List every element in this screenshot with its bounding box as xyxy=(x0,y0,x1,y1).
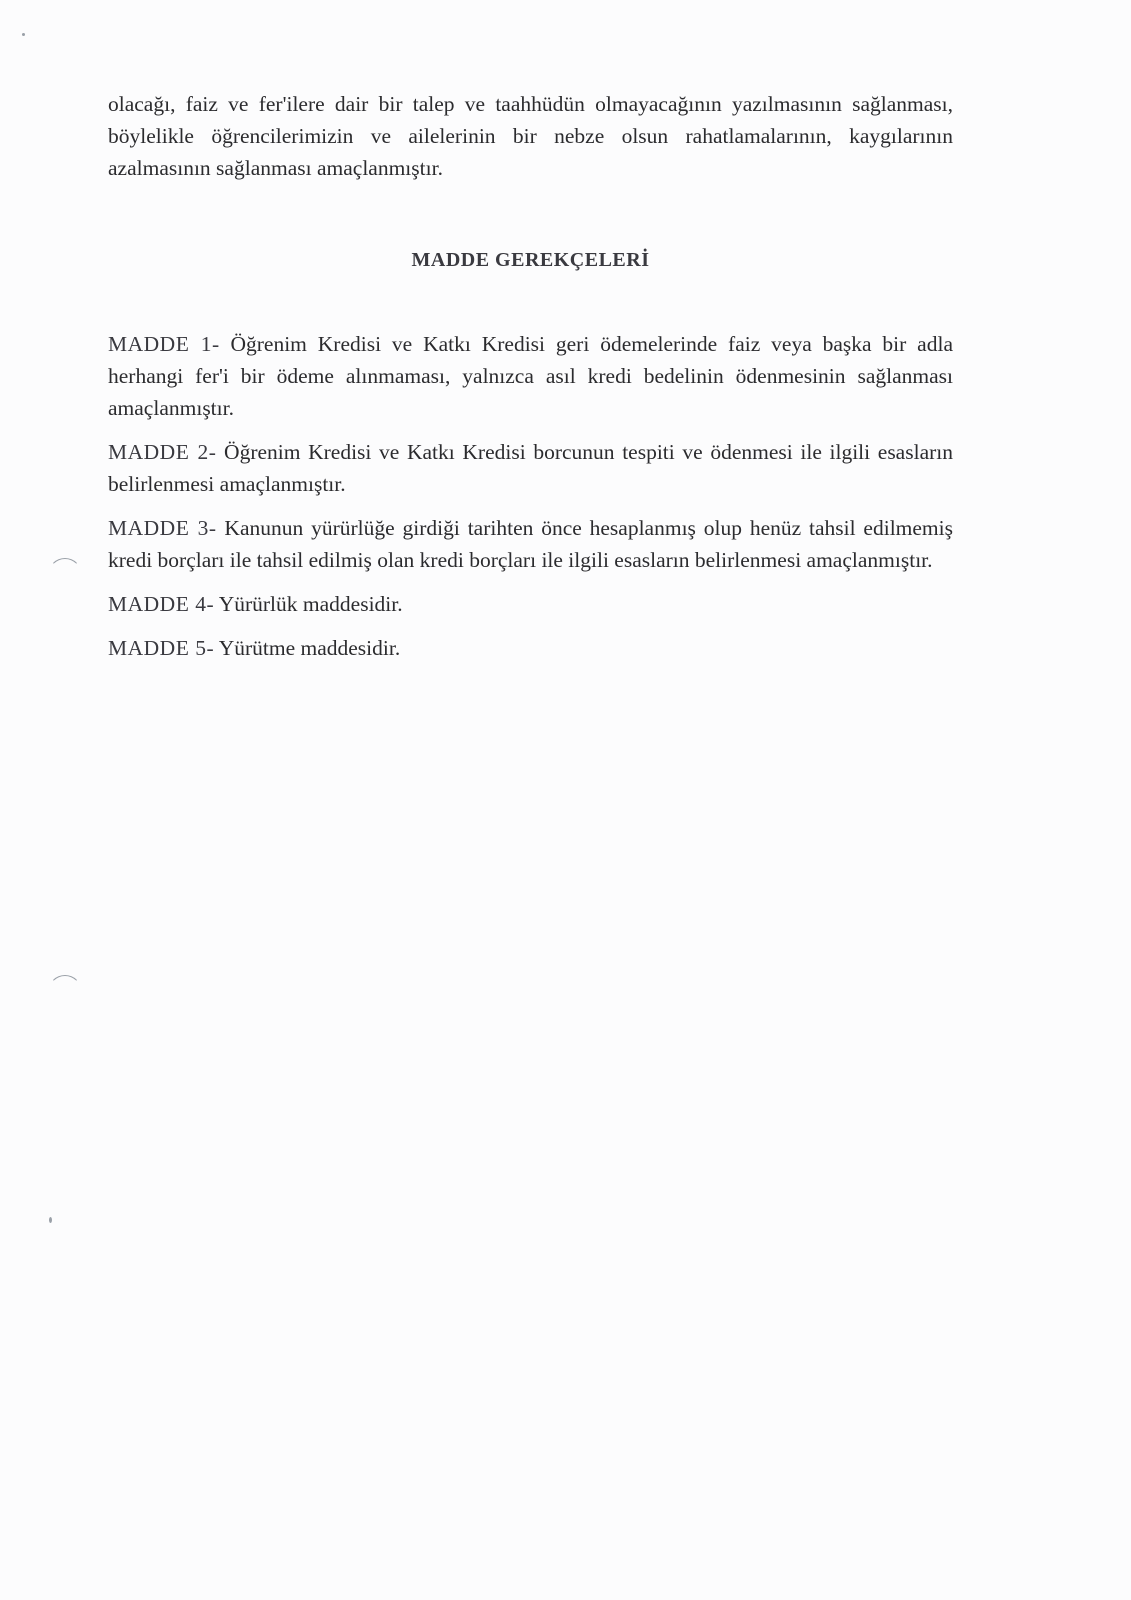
article-label: MADDE 3- xyxy=(108,516,217,540)
article-text: Öğrenim Kredisi ve Katkı Kredisi geri ödemelerinde faiz veya başka bir adla herhangi fer'i bir ödeme alınmaması, yalnızca asıl kredi bedelinin ödenmesinin sağlanması amaçlanmıştır. xyxy=(108,332,953,420)
scan-speck xyxy=(49,1217,52,1223)
article-3 xyxy=(108,512,953,576)
article-text: Kanunun yürürlüğe girdiği tarihten önce hesaplanmış olup henüz tahsil edilmemiş kredi borçları ile tahsil edilmiş olan kredi borçları ile ilgili esasların belirlenmesi amaçlanmıştır. xyxy=(108,516,953,572)
intro-paragraph: olacağı, faiz ve fer'ilere dair bir talep ve taahhüdün olmayacağının yazılmasının sağlanması, böylelikle öğrencilerimizin ve ailelerinin bir nebze olsun rahatlamalarının, kaygılarının azalmasının sağlanması amaçlanmıştır. xyxy=(108,92,953,180)
article-label: MADDE 5- xyxy=(108,636,215,660)
article-2 xyxy=(108,436,953,500)
article-label: MADDE 4- xyxy=(108,592,215,616)
article-list xyxy=(108,328,953,664)
article-label: MADDE 2- xyxy=(108,440,217,464)
article-1 xyxy=(108,328,953,424)
document-body xyxy=(108,88,953,676)
article-5 xyxy=(108,632,953,664)
article-label: MADDE 1- xyxy=(108,332,220,356)
article-text: Yürütme maddesidir. xyxy=(214,636,401,660)
article-text: Yürürlük maddesidir. xyxy=(214,592,403,616)
punch-hole-lower xyxy=(48,975,82,1009)
article-text: Öğrenim Kredisi ve Katkı Kredisi borcunun tespiti ve ödenmesi ile ilgili esasların belirlenmesi amaçlanmıştır. xyxy=(108,440,953,496)
punch-hole-upper xyxy=(48,558,82,592)
article-4 xyxy=(108,588,953,620)
section-heading: MADDE GEREKÇELERİ xyxy=(411,249,650,271)
scan-speck xyxy=(22,33,25,36)
